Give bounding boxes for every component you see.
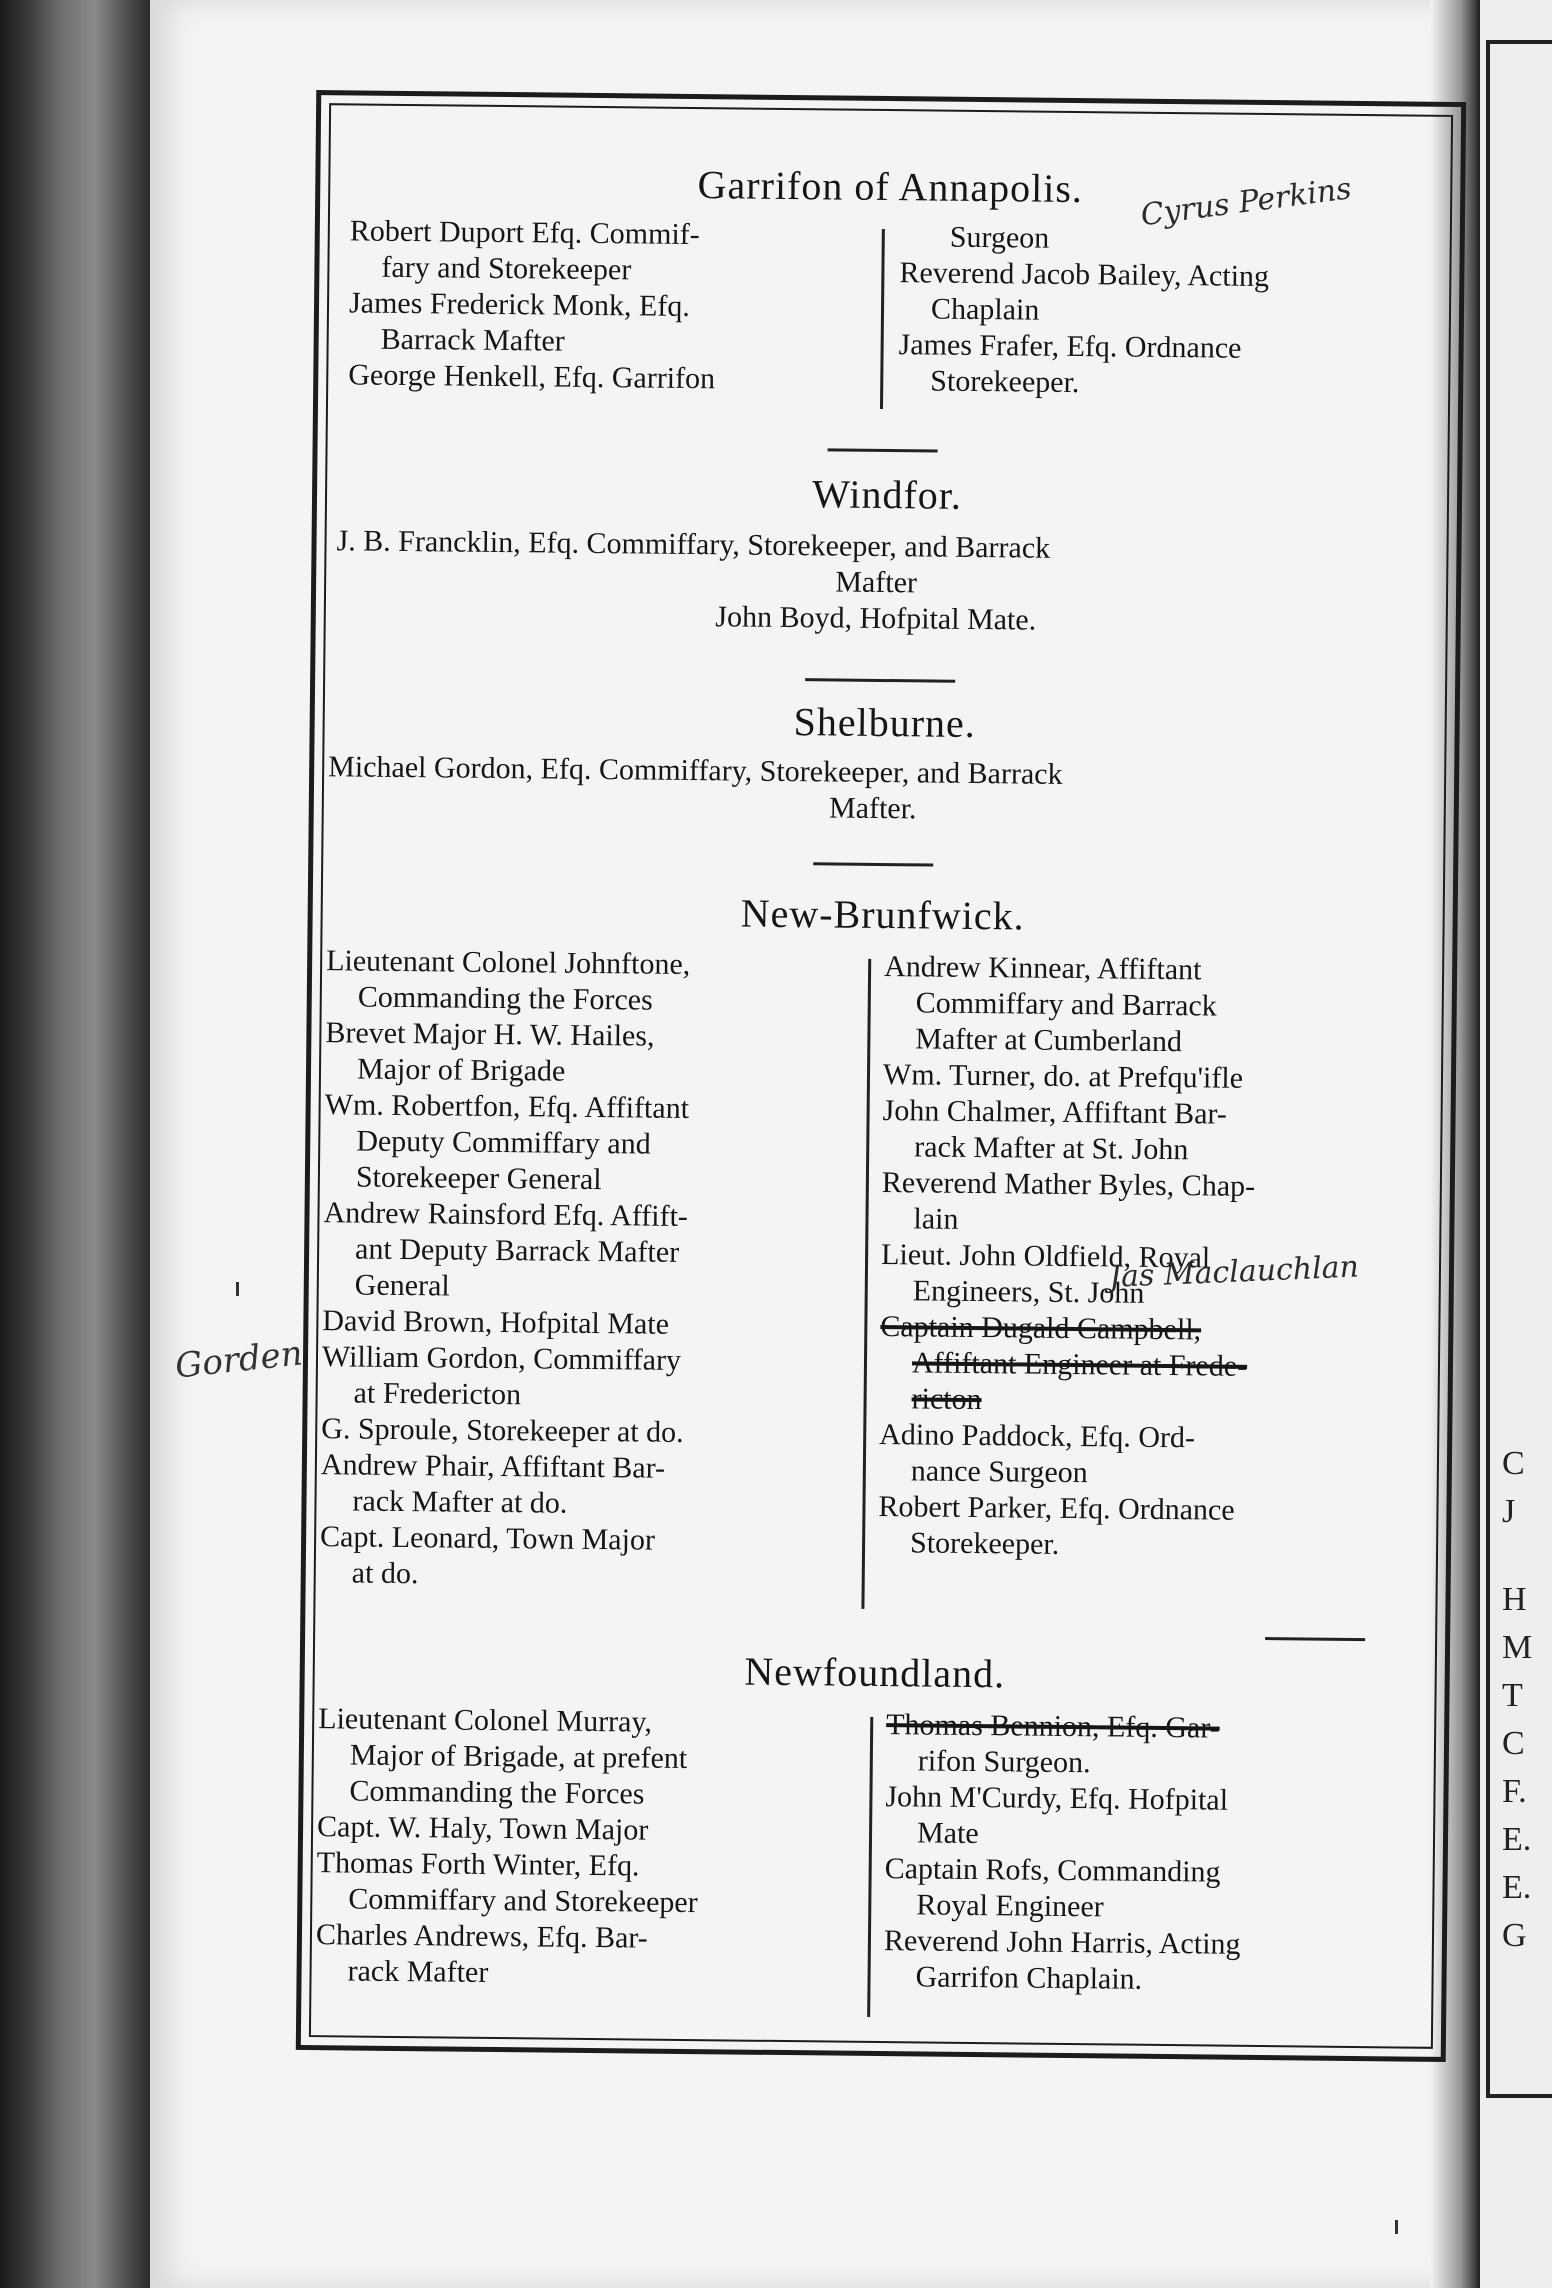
facing-page-edge [1480,0,1552,2288]
facing-letter: M [1502,1629,1533,1666]
facing-letter: F. [1502,1773,1527,1810]
entry-line: Lieutenant Colonel Johnftone, [326,944,691,981]
newfoundland-right-column [883,1707,1416,2001]
entry-line-struck: Affiftant Engineer at Frede- [911,1346,1248,1383]
entry-line: Mafter. [828,791,917,826]
column-divider [861,959,871,1609]
entry-line: Robert Parker, Efq. Ordnance [878,1489,1235,1527]
entry-line: rack Mafter [347,1954,489,1989]
entry-line: Surgeon [949,220,1050,255]
entry-line: Andrew Rainsford Efq. Affift- [323,1196,689,1233]
column-divider [880,229,885,409]
entry-line: ant Deputy Barrack Mafter [354,1232,680,1269]
entry-line: Deputy Commiffary and [356,1124,651,1161]
entry-line: Commiffary and Barrack [915,986,1217,1023]
entry-line: Commanding the Forces [357,980,653,1017]
entry-line: Adino Paddock, Efq. Ord- [879,1418,1196,1455]
entry-line: Andrew Phair, Affiftant Bar- [320,1448,666,1485]
entry-line: Brevet Major H. W. Hailes, [325,1016,655,1053]
column-divider [867,1717,873,2017]
entry-line: Robert Duport Efq. Commif- [349,214,700,252]
shelburne-entry [328,749,1419,832]
entry-line: rack Mafter at do. [352,1484,568,1520]
entry-line: Storekeeper. [909,1526,1060,1561]
section-heading-annapolis: Garrifon of Annapolis. [697,162,1084,212]
entry-line: Michael Gordon, Efq. Commiffary, Storekeeper, and Barrack [328,750,1063,791]
entry-line: John Boyd, Hofpital Mate. [715,600,1037,637]
section-heading-windsor: Windfor. [811,471,963,518]
entry-line: at Fredericton [353,1376,522,1412]
entry-line: Major of Brigade, at prefent [349,1738,688,1776]
facing-letter: H [1502,1581,1527,1618]
entry-line: John Chalmer, Affiftant Bar- [882,1094,1228,1131]
entry-line: G. Sproule, Storekeeper at do. [321,1412,684,1449]
entry-line: Garrifon Chaplain. [915,1960,1143,1996]
facing-letter: T [1502,1677,1523,1714]
entry-line: Captain Rofs, Commanding [884,1852,1221,1889]
book-spine [0,0,150,2288]
entry-line: Barrack Mafter [380,322,565,358]
entry-line-struck: Thomas Bennion, Efq. Gar- [886,1708,1220,1745]
entry-line-struck: ricton [911,1382,982,1417]
entry-line: General [354,1268,450,1303]
facing-letter: G [1502,1917,1527,1954]
entry-line: Mafter at Cumberland [915,1022,1183,1059]
section-rule [813,862,933,866]
handwritten-annotation: Jas Maclauchlan [1108,1249,1360,1295]
facing-letter: E. [1502,1869,1532,1906]
entry-line: at do. [351,1556,419,1591]
entry-line: James Frafer, Efq. Ordnance [898,328,1242,365]
handwritten-annotation: Cyrus Perkins [1138,171,1354,234]
entry-line: nance Surgeon [910,1454,1088,1490]
annapolis-right-column [898,219,1420,404]
annapolis-left-column [348,213,870,398]
ink-speck [236,1282,239,1296]
facing-letter: C [1502,1725,1525,1762]
entry-line: Capt. Leonard, Town Major [319,1520,656,1557]
windsor-entry [336,523,1417,642]
entry-line: Wm. Turner, do. at Prefqu'ifle [882,1058,1244,1095]
entry-line: Chaplain [930,292,1040,327]
section-heading-shelburne: Shelburne. [793,699,977,746]
entry-line: William Gordon, Commiffary [321,1340,682,1377]
entry-line: David Brown, Hofpital Mate [322,1304,670,1341]
facing-letter: C [1502,1445,1525,1482]
entry-line: fary and Storekeeper [381,250,632,287]
entry-line: Storekeeper General [355,1160,602,1197]
entry-text: Reverend Jacob Bailey, Acting [899,256,1270,294]
list-content [301,95,1461,2057]
entry-line: Mate [916,1816,979,1851]
entry-line: J. B. Francklin, Efq. Commiffary, Storekeeper, and Barrack [336,524,1051,565]
entry-line: Andrew Kinnear, Affiftant [883,950,1202,987]
entry-line: Storekeeper. [930,364,1080,400]
entry-line: Commiffary and Storekeeper [348,1882,698,1920]
entry-line: rack Mafter at St. John [914,1130,1189,1167]
list-frame [296,90,1466,2062]
margin-handwritten-note: Gorden [173,1333,305,1387]
entry-line: Major of Brigade [356,1052,566,1088]
entry-line: Lieutenant Colonel Murray, [318,1702,653,1739]
ink-speck [1395,2220,1398,2234]
entry-line: Lieut. John Oldfield, Royal [880,1238,1211,1275]
entry-line: Capt. W. Haly, Town Major [316,1810,649,1847]
section-heading-new-brunswick: New-Brunfwick. [740,890,1025,939]
entry-line: John M'Curdy, Efq. Hofpital [885,1780,1229,1817]
entry-line: Royal Engineer [916,1888,1104,1924]
entry-line: Mafter [835,565,918,600]
facing-letter: J [1502,1493,1516,1530]
entry-line: Reverend John Harris, Acting [883,1924,1241,1961]
section-rule [805,678,955,683]
section-rule [1265,1637,1365,1641]
section-rule [828,448,938,452]
entry-line: Reverend Mather Byles, Chap- [881,1166,1256,1203]
entry-line [899,255,1419,296]
facing-page-letters [1502,1440,1532,1960]
section-heading-newfoundland: Newfoundland. [744,1648,1006,1697]
entry-line: lain [913,1202,959,1236]
entry-line: Charles Andrews, Efq. Bar- [315,1918,648,1955]
entry-line: James Frederick Monk, Efq. [348,286,690,323]
new-brunswick-left-column [320,943,857,1597]
entry-line: George Henkell, Efq. Garrifon [348,358,716,396]
entry-line: rifon Surgeon. [917,1744,1091,1780]
entry-line: Engineers, St. John [912,1274,1145,1310]
entry-line-struck: Captain Dugald Campbell, [880,1310,1202,1347]
entry-line: Wm. Robertfon, Efq. Affiftant [324,1088,690,1125]
entry-line: Thomas Forth Winter, Efq. [316,1846,640,1883]
newfoundland-left-column [315,1701,858,1995]
entry-line: Commanding the Forces [349,1774,645,1811]
facing-letter: E. [1502,1821,1532,1858]
